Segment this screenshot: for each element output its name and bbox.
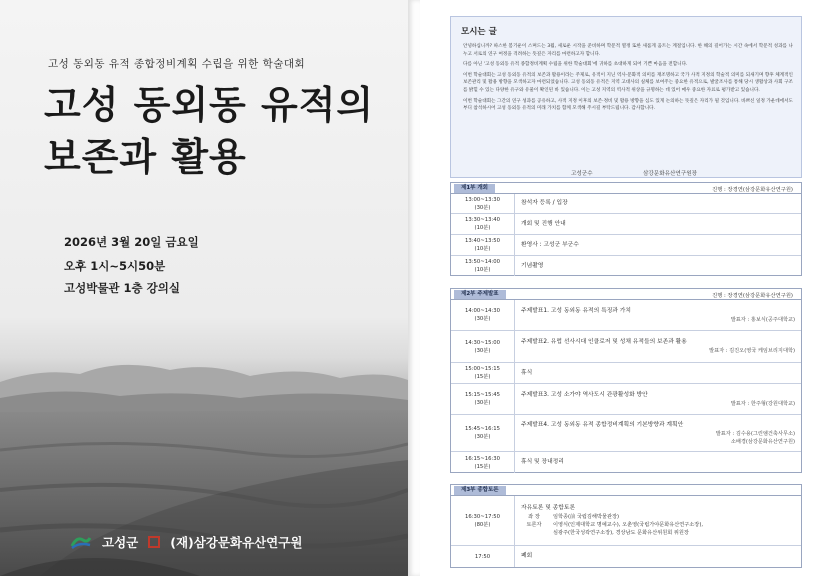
row-time: 13:40~13:50 (10분)	[451, 235, 515, 255]
invitation-paragraph: 다름 아닌 ‘고성 동외동 유적 종합정비계획 수립을 위한 학술대회’에 귀하를 초대하게 되어 기쁜 마음을 전합니다.	[463, 62, 688, 68]
panel-row	[521, 521, 795, 529]
row-time: 13:30~13:40 (10분)	[451, 214, 515, 234]
page-gutter	[408, 0, 420, 576]
row-content	[521, 300, 795, 330]
part2-header	[451, 289, 801, 300]
cover-title-line1: 고성 동외동 유적의	[44, 83, 375, 127]
row-content	[521, 194, 795, 213]
row-item: 참석자 등록 / 입장	[521, 200, 568, 206]
samgang-logo-icon	[148, 536, 160, 548]
part3-header	[451, 485, 801, 496]
row-item: 자유토론 및 종합토론	[521, 505, 576, 511]
row-time: 16:30~17:50 (80분)	[451, 496, 515, 545]
row-time: 16:15~16:30 (15분)	[451, 452, 515, 473]
schedule-row	[451, 546, 801, 567]
schedule-row	[451, 235, 801, 256]
schedule-row	[451, 496, 801, 546]
schedule-row	[451, 214, 801, 235]
row-time: 13:00~13:30 (30분)	[451, 194, 515, 213]
row-content	[521, 256, 795, 276]
part2-host: 진행 : 장경연(삼강문화유산연구원)	[712, 293, 793, 299]
part1-host: 진행 : 장경연(삼강문화유산연구원)	[712, 187, 793, 193]
chair-value: 임학종(前 국립김해박물관장)	[553, 514, 620, 520]
schedule-row	[451, 384, 801, 415]
cover-title-line2: 보존과 활용	[44, 135, 247, 179]
row-item: 주제발표3. 고성 소가야 역사도시 관광활성화 방안	[521, 391, 648, 398]
row-content	[521, 214, 795, 234]
row-item: 폐회	[521, 553, 533, 559]
invitation-title: 모시는 글	[461, 27, 497, 37]
row-item: 휴식 및 장내정리	[521, 459, 564, 465]
program-part1	[450, 182, 802, 276]
event-date: 2026년 3월 20일 금요일	[64, 235, 199, 249]
part1-header	[451, 183, 801, 194]
program-part2	[450, 288, 802, 473]
row-content	[521, 235, 795, 255]
schedule-row	[451, 256, 801, 276]
chair-row	[521, 513, 795, 521]
logo-goseong-text: 고성군	[102, 535, 139, 550]
part3-tag: 제3부 종합토론	[454, 486, 506, 495]
panel-label: 토론자	[526, 522, 542, 528]
chair-label: 좌 장	[528, 514, 540, 520]
invitation-box	[450, 16, 802, 178]
invitation-paragraph: 이번 학술대회는 고성 동외동 유적의 보존과 활용이라는 주제로, 유적이 지닌 역사·문화적 의미를 재조명하고 국가 사적 지정의 학술적 의미를 되새기며 향후 체계적인 보존관리 및 활용 방향을 모색하고자 마련되었습니다. 고성 동외동 유적은 지역 고대사의 실체를 보여주는 중요한 유적으로, 발굴조사를 통해 당시 생활상과 사회 구조를 밝힐 수 있는 다양한 유구와 유물이 확인된 바 있습니다. 이는 고성 지역의 역사적 위상을 규명하는 데 있어 매우 중요한 자료로 평가받고 있습니다.	[463, 72, 793, 93]
signer-left: 고성군수	[571, 171, 593, 177]
row-item: 환영사 : 고성군 부군수	[521, 241, 579, 248]
invitation-paragraph: 이번 학술대회는 그간의 연구 성과를 공유하고, 사적 지정 이후의 보존·정비 및 활용 방향을 심도 있게 논의하는 뜻깊은 자리가 될 것입니다. 바쁘신 일정 가운데에서도 부디 참석하시어 고성 동외동 유적의 미래 가치를 함께 모색해 주시길 부탁드립니다. 감사합니다.	[463, 98, 793, 112]
part1-tag: 제1부 개회	[454, 184, 495, 193]
row-time: 15:15~15:45 (30분)	[451, 384, 515, 414]
schedule-row	[451, 363, 801, 384]
logo-samgang-text: (재)삼강문화유산연구원	[170, 535, 303, 550]
row-presenter: 발표자 : 한주형(강원대학교)	[730, 400, 795, 407]
schedule-row	[451, 300, 801, 331]
row-time: 13:50~14:00 (10분)	[451, 256, 515, 276]
row-content	[521, 363, 795, 383]
row-item: 휴식	[521, 369, 533, 376]
program-page	[420, 0, 835, 576]
cover-subtitle: 고성 동외동 유적 종합정비계획 수립을 위한 학술대회	[48, 58, 306, 70]
row-time: 15:00~15:15 (15분)	[451, 363, 515, 383]
signer-right: 삼강문화유산연구원장	[643, 171, 698, 177]
row-time: 14:00~14:30 (30분)	[451, 300, 515, 330]
panel-row-2	[521, 529, 795, 537]
row-content	[521, 496, 795, 545]
schedule-row	[451, 415, 801, 452]
program-part3	[450, 484, 802, 568]
event-venue: 고성박물관 1층 강의실	[64, 281, 180, 295]
invitation-paragraph: 안녕하십니까? 따스한 봄기운이 스며드는 3월, 새로운 시작을 준비하며 학문적 열정 또한 새롭게 움트는 계절입니다. 한 해의 길어가는 시간 속에서 학문적 성과를 나누고 서로의 연구 여정을 격려하는 뜻깊은 자리를 마련하고자 합니다.	[463, 44, 793, 57]
row-content	[521, 546, 795, 567]
event-time: 오후 1시~5시50분	[64, 259, 166, 273]
row-item: 주제발표2. 유럽 선사시대 인클로저 및 성채 유적들의 보존과 활용	[521, 339, 687, 345]
invitation-body	[463, 43, 793, 116]
panel-value-2: 심광주(한국성곽연구소장), 경상남도 문화유산위원회 위원장	[553, 530, 689, 536]
row-item: 개회 및 진행 안내	[521, 220, 566, 227]
row-presenter: 발표자 : 김진오(영국 케임브리지대학)	[709, 348, 795, 354]
row-content	[521, 415, 795, 451]
row-item: 주제발표4. 고성 동외동 유적 종합정비계획의 기본방향과 계획안	[521, 421, 684, 428]
schedule-row	[451, 331, 801, 363]
row-presenter: 발표자 : 김수용(그린엠건축사무소)	[715, 430, 795, 437]
row-item: 주제발표1. 고성 동외동 유적의 특징과 가치	[521, 307, 631, 314]
goseong-logo-icon	[70, 534, 92, 550]
row-time: 15:45~16:15 (30분)	[451, 415, 515, 451]
row-content	[521, 384, 795, 414]
row-time: 14:30~15:00 (30분)	[451, 331, 515, 362]
panel-value: 이영식(인제대학교 명예교수), 오춘영(국립가야문화유산연구소장),	[553, 522, 703, 528]
schedule-row	[451, 194, 801, 214]
part2-tag: 제2부 주제발표	[454, 290, 506, 299]
row-presenter: 발표자 : 홍보식(공주대학교)	[730, 316, 795, 323]
logo-bar	[70, 533, 302, 551]
schedule-row	[451, 452, 801, 473]
row-time: 17:50	[451, 546, 515, 567]
row-item: 기념촬영	[521, 262, 544, 269]
cover-page	[0, 0, 408, 576]
row-content	[521, 452, 795, 473]
row-content	[521, 331, 795, 362]
row-presenter-2: 소배경(삼강문화유산연구원)	[730, 438, 795, 445]
